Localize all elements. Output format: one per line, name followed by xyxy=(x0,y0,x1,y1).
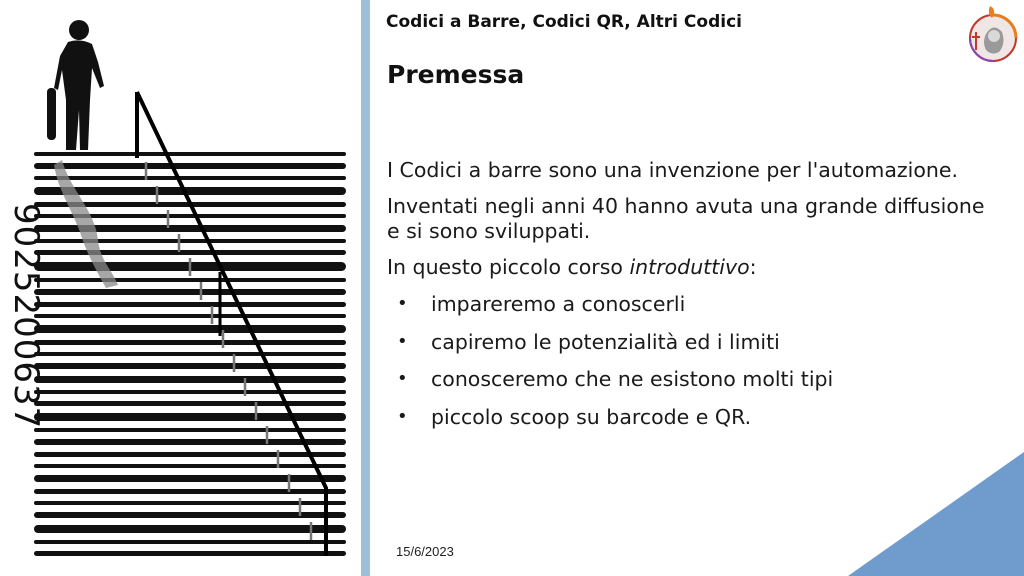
paragraph-course-italic: introduttivo xyxy=(629,255,750,279)
barcode-bar xyxy=(34,278,346,282)
barcode-bar xyxy=(34,489,346,494)
barcode-digits: 9025200637 xyxy=(6,203,46,430)
barcode-bar xyxy=(34,340,346,345)
barcode-bar xyxy=(34,401,346,406)
corner-triangle-decoration xyxy=(848,452,1024,576)
list-item-text: conosceremo che ne esistono molti tipi xyxy=(431,367,834,391)
paragraph-history: Inventati negli anni 40 hanno avuta una grande diffusione e si sono sviluppati. xyxy=(387,194,985,243)
list-item xyxy=(387,366,987,392)
barcode-bar xyxy=(34,551,346,556)
footer-date: 15/6/2023 xyxy=(396,544,454,559)
bullet-icon: • xyxy=(397,330,408,352)
barcode-bar xyxy=(34,152,346,156)
paragraph-course xyxy=(387,255,987,280)
list-item xyxy=(387,291,987,317)
list-item xyxy=(387,404,987,430)
barcode-bar xyxy=(34,187,346,195)
barcode-bar xyxy=(34,352,346,356)
slide-body xyxy=(387,158,987,441)
slide-heading: Premessa xyxy=(387,60,525,89)
organization-logo-icon xyxy=(966,4,1018,64)
barcode-bar xyxy=(34,239,346,243)
list-item xyxy=(387,329,987,355)
presentation-title: Codici a Barre, Codici QR, Altri Codici xyxy=(386,12,742,32)
barcode-bar xyxy=(34,413,346,421)
person-silhouette-icon xyxy=(47,20,104,150)
bullet-icon: • xyxy=(397,293,408,314)
barcode-bar xyxy=(34,250,346,255)
paragraph-course-colon: : xyxy=(749,255,757,279)
barcode-bar xyxy=(34,163,346,169)
list-item-text: impareremo a conoscerli xyxy=(431,292,686,316)
barcode-bar xyxy=(34,464,346,468)
paragraph-intro: I Codici a barre sono una invenzione per l'automazione. xyxy=(387,158,959,182)
barcode-bar xyxy=(34,363,346,369)
barcode-bar xyxy=(34,475,346,482)
barcode-bar xyxy=(34,540,346,544)
barcode-bar xyxy=(34,376,346,383)
accent-divider xyxy=(361,0,370,576)
barcode-bar xyxy=(34,525,346,533)
corner-triangle xyxy=(848,452,1024,576)
bullet-icon: • xyxy=(397,368,408,389)
barcode-bar xyxy=(34,439,346,445)
bullet-icon: • xyxy=(397,405,408,427)
barcode-bar xyxy=(34,314,346,318)
barcode-bar xyxy=(34,302,346,307)
staircase-railing xyxy=(137,92,326,556)
barcode-bar xyxy=(34,289,346,295)
paragraph-course-text: In questo piccolo corso xyxy=(387,255,630,279)
list-item-text: piccolo scoop su barcode e QR. xyxy=(431,404,752,429)
list-item-text: capiremo le potenzialità ed i limiti xyxy=(431,329,780,354)
bullet-list xyxy=(387,291,987,430)
barcode-bar xyxy=(34,390,346,394)
barcode-bar xyxy=(34,325,346,333)
barcode-bar xyxy=(34,176,346,180)
barcode-bar xyxy=(34,452,346,457)
barcode-staircase-illustration xyxy=(0,0,360,576)
